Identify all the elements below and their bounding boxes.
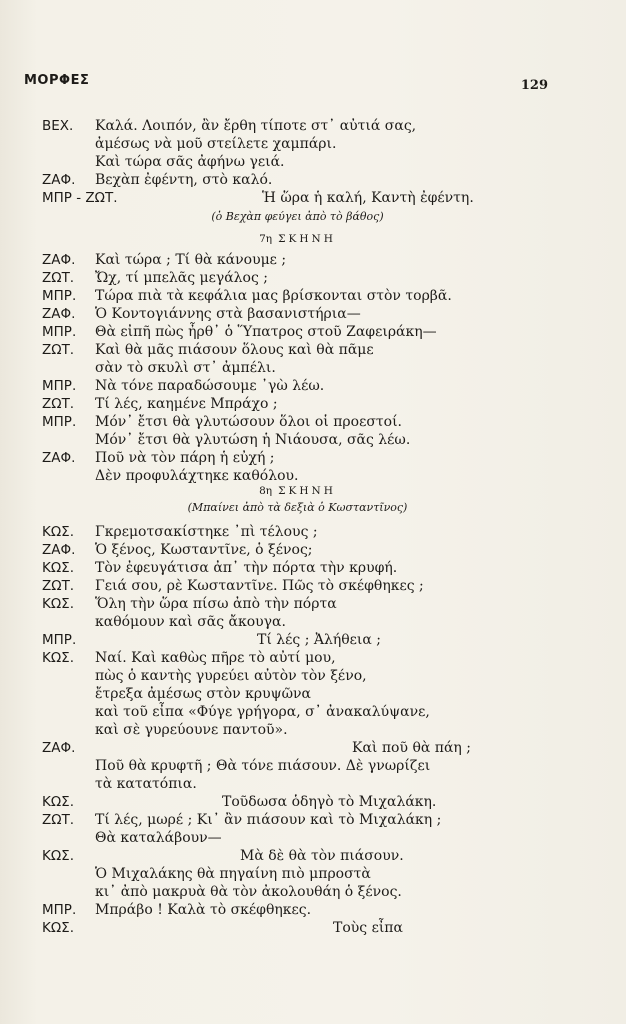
scene-heading — [95, 483, 500, 499]
speaker: ΖΑΦ. — [42, 306, 76, 322]
stage-direction: (ὁ Βεχὰπ φεύγει ἀπὸ τὸ βάθος) — [211, 210, 384, 223]
running-header-journal: ΜΟΡΦΕΣ — [24, 73, 90, 88]
speaker: ΖΩΤ. — [42, 812, 75, 828]
dialogue-text: Μόν᾽ ἔτσι θὰ γλυτώσουν ὅλοι οἱ προεστοί. — [95, 414, 403, 430]
speaker: ΖΑΦ. — [42, 450, 76, 466]
dialogue-text: Τοὺς εἶπα — [333, 920, 403, 936]
dialogue-text: καθόμουν καὶ σᾶς ἄκουγα. — [95, 614, 286, 630]
speaker: ΚΩΣ. — [42, 524, 74, 540]
dialogue-text: πὼς ὁ καντὴς γυρεύει αὐτὸν τὸν ξένο, — [95, 668, 367, 684]
speaker: ΒΕΧ. — [42, 118, 74, 134]
dialogue-text: κι᾽ ἀπὸ μακρυὰ θὰ τὸν ἀκολουθάη ὁ ξένος. — [95, 884, 402, 900]
dialogue-text: Τί λές, καημένε Μπράχο ; — [95, 396, 278, 412]
speaker: ΚΩΣ. — [42, 794, 74, 810]
speaker: ΚΩΣ. — [42, 560, 74, 576]
dialogue-text: Καλά. Λοιπόν, ἂν ἔρθη τίποτε στ᾽ αὐτιά σας, — [95, 118, 417, 134]
dialogue-text: Ὅλη τὴν ὥρα πίσω ἀπὸ τὴν πόρτα — [95, 596, 337, 612]
scene-label: ΣΚΗΝΗ — [278, 233, 336, 245]
dialogue-text: Καὶ τώρα ; Τί θὰ κάνουμε ; — [95, 252, 287, 268]
dialogue-text: Ναί. Καὶ καθὼς πῆρε τὸ αὐτί μου, — [95, 650, 336, 666]
speaker: ΜΠΡ. — [42, 324, 77, 340]
dialogue-text: Καὶ τώρα σᾶς ἀφήνω γειά. — [95, 154, 285, 170]
scene-heading — [95, 231, 500, 247]
speaker: ΖΩΤ. — [42, 342, 75, 358]
dialogue-text: ἔτρεξα ἀμέσως στὸν κρυψῶνα — [95, 686, 311, 702]
dialogue-text: ἀμέσως νὰ μοῦ στείλετε χαμπάρι. — [95, 136, 337, 152]
speaker: ΖΩΤ. — [42, 578, 75, 594]
speaker: ΖΩΤ. — [42, 270, 75, 286]
dialogue-text: Δὲν προφυλάχτηκε καθόλου. — [95, 468, 299, 484]
stage-direction: (Μπαίνει ἀπὸ τὰ δεξιὰ ὁ Κωσταντῖνος) — [187, 501, 408, 514]
speaker: ΖΑΦ. — [42, 542, 76, 558]
dialogue-text: Μπράβο ! Καλὰ τὸ σκέφθηκες. — [95, 902, 312, 918]
dialogue-text: Τὸν ἐφευγάτισα ἀπ᾽ τὴν πόρτα τὴν κρυφή. — [95, 560, 398, 576]
dialogue-text: σὰν τὸ σκυλὶ στ᾽ ἀμπέλι. — [95, 360, 276, 376]
dialogue-text: Τοῦδωσα ὁδηγὸ τὸ Μιχαλάκη. — [222, 794, 437, 810]
dialogue-text: Ποῦ θὰ κρυφτῆ ; Θὰ τόνε πιάσουν. Δὲ γνωρίζει — [95, 758, 431, 774]
speaker: ΜΠΡ. — [42, 632, 77, 648]
speaker: ΚΩΣ. — [42, 848, 74, 864]
speaker: ΖΑΦ. — [42, 252, 76, 268]
dialogue-text: Καὶ ποῦ θὰ πάη ; — [352, 740, 471, 756]
dialogue-text: Ὁ ξένος, Κωσταντῖνε, ὁ ξένος; — [95, 542, 313, 558]
dialogue-text: καὶ σὲ γυρεύουνε παντοῦ». — [95, 722, 288, 738]
speaker: ΜΠΡ. — [42, 902, 77, 918]
speaker: ΚΩΣ. — [42, 650, 74, 666]
dialogue-text: Γκρεμοτσακίστηκε ᾽πὶ τέλους ; — [95, 524, 318, 540]
scene-number: 7η — [259, 233, 273, 245]
dialogue-text: καὶ τοῦ εἶπα «Φύγε γρήγορα, σ᾽ ἀνακαλύψανε, — [95, 704, 430, 720]
speaker: ΚΩΣ. — [42, 920, 74, 936]
dialogue-text: Ὁ Μιχαλάκης θὰ πηγαίνη πιὸ μπροστὰ — [95, 866, 371, 882]
speaker: ΖΑΦ. — [42, 172, 76, 188]
dialogue-text: Μὰ δὲ θὰ τὸν πιάσουν. — [240, 848, 404, 864]
page-number: 129 — [520, 78, 548, 93]
scene-number: 8η — [259, 485, 273, 497]
scene-label: ΣΚΗΝΗ — [278, 485, 336, 497]
dialogue-text: τὰ κατατόπια. — [95, 776, 197, 792]
dialogue-text: Τί λές, μωρέ ; Κι᾽ ἂν πιάσουν καὶ τὸ Μιχαλάκη ; — [95, 812, 442, 828]
dialogue-text: Βεχὰπ ἐφέντη, στὸ καλό. — [95, 172, 273, 188]
dialogue-text: Τί λές ; Ἀλήθεια ; — [257, 632, 382, 648]
speaker: ΖΩΤ. — [42, 396, 75, 412]
speaker: ΚΩΣ. — [42, 596, 74, 612]
dialogue-text: Γειά σου, ρὲ Κωσταντῖνε. Πῶς τὸ σκέφθηκες ; — [95, 578, 424, 594]
speaker: ΖΑΦ. — [42, 740, 76, 756]
dialogue-text: Ποῦ νὰ τὸν πάρη ἡ εὐχή ; — [95, 450, 275, 466]
dialogue-text: Τώρα πιὰ τὰ κεφάλια μας βρίσκονται στὸν τορβᾶ. — [95, 288, 452, 304]
dialogue-text: Ἡ ὥρα ἡ καλή, Καντὴ ἐφέντη. — [262, 190, 474, 206]
speaker: ΜΠΡ. — [42, 288, 77, 304]
speaker: ΜΠΡ. — [42, 414, 77, 430]
dialogue-text: Ὤχ, τί μπελᾶς μεγάλος ; — [95, 270, 268, 286]
speaker: ΜΠΡ - ΖΩΤ. — [42, 190, 118, 206]
dialogue-text: Καὶ θὰ μᾶς πιάσουν ὅλους καὶ θὰ πᾶμε — [95, 342, 374, 358]
dialogue-text: Μόν᾽ ἔτσι θὰ γλυτώση ἡ Νιάουσα, σᾶς λέω. — [95, 432, 411, 448]
dialogue-text: Ὁ Κοντογιάννης στὰ βασανιστήρια— — [95, 306, 361, 322]
dialogue-text: Θὰ καταλάβουν— — [95, 830, 222, 846]
dialogue-text: Θὰ εἰπῆ πὼς ἦρθ᾽ ὁ Ὕπατρος στοῦ Ζαφειράκη— — [95, 324, 437, 340]
dialogue-text: Νὰ τόνε παραδώσουμε ᾽γὼ λέω. — [95, 378, 325, 394]
speaker: ΜΠΡ. — [42, 378, 77, 394]
